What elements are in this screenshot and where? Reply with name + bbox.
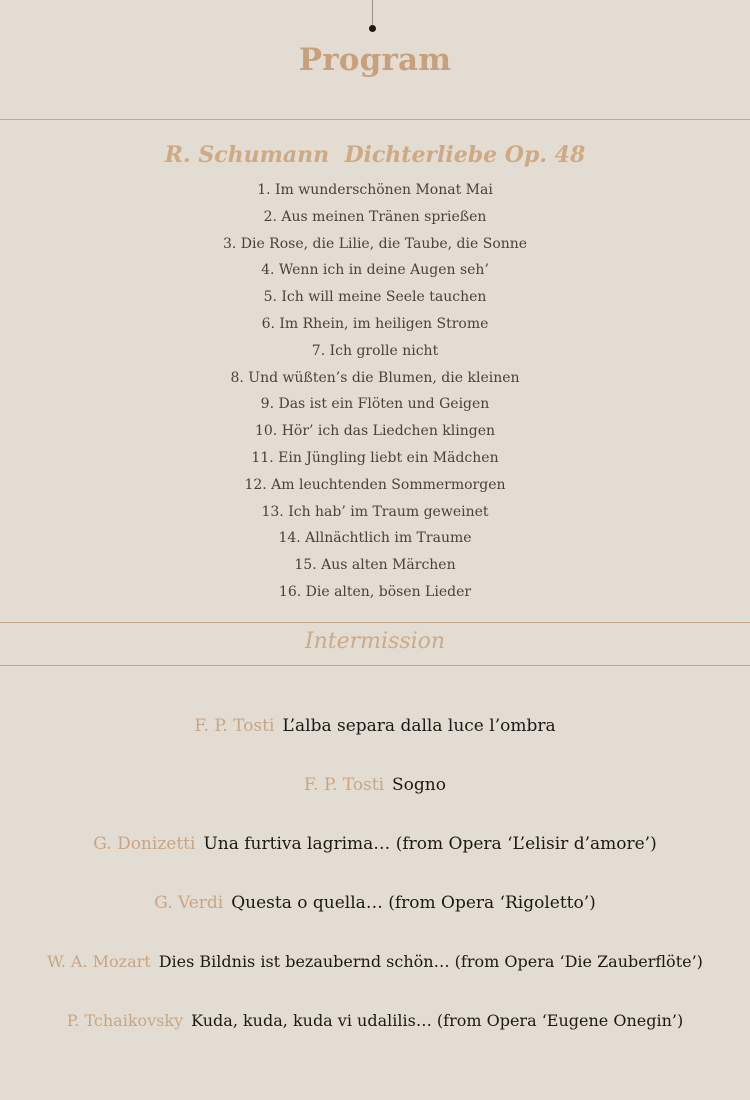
song-item: 4. Wenn ich in deine Augen seh’ bbox=[261, 262, 489, 279]
piece-work: Sogno bbox=[392, 775, 446, 795]
song-item: 11. Ein Jüngling liebt ein Mädchen bbox=[251, 449, 499, 466]
divider-intermission-bottom bbox=[0, 665, 750, 666]
song-item: 9. Das ist ein Flöten und Geigen bbox=[260, 396, 490, 413]
song-item: 5. Ich will meine Seele tauchen bbox=[263, 289, 487, 306]
piece-item bbox=[0, 888, 750, 947]
piece-work: Dies Bildnis ist bezaubernd schön… (from Opera ‘Die Zauberflöte’) bbox=[158, 952, 703, 971]
program-title: Program bbox=[298, 42, 452, 78]
piece-work: L’alba separa dalla luce l’ombra bbox=[282, 716, 556, 736]
divider-intermission-top bbox=[0, 622, 750, 623]
piece-item bbox=[0, 711, 750, 770]
piece-composer: W. A. Mozart bbox=[47, 952, 151, 971]
piece-item bbox=[0, 770, 750, 829]
song-item: 6. Im Rhein, im heiligen Strome bbox=[261, 315, 489, 332]
intermission-label: Intermission bbox=[304, 629, 446, 654]
song-item: 13. Ich hab’ im Traum geweinet bbox=[261, 503, 489, 520]
piece-composer: G. Donizetti bbox=[93, 834, 196, 854]
hanger-pin bbox=[369, 25, 376, 32]
song-item: 3. Die Rose, die Lilie, die Taube, die Sonne bbox=[222, 235, 528, 252]
piece-work: Una furtiva lagrima… (from Opera ‘L’elisir d’amore’) bbox=[203, 834, 657, 854]
song-item: 14. Allnächtlich im Traume bbox=[278, 530, 472, 547]
song-item: 10. Hör’ ich das Liedchen klingen bbox=[254, 423, 496, 440]
song-item: 15. Aus alten Märchen bbox=[294, 557, 456, 574]
schumann-heading: R. Schumann Dichterliebe Op. 48 bbox=[164, 142, 586, 168]
dichterliebe-song-list bbox=[0, 178, 750, 607]
piece-composer: F. P. Tosti bbox=[194, 716, 275, 736]
piece-composer: F. P. Tosti bbox=[304, 775, 385, 795]
piece-composer: P. Tchaikovsky bbox=[66, 1011, 184, 1030]
song-item: 12. Am leuchtenden Sommermorgen bbox=[244, 476, 506, 493]
hanger-line bbox=[372, 0, 373, 27]
divider-top bbox=[0, 119, 750, 120]
piece-work: Questa o quella… (from Opera ‘Rigoletto’) bbox=[231, 893, 596, 913]
song-item: 8. Und wüßten’s die Blumen, die kleinen bbox=[230, 369, 520, 386]
piece-work: Kuda, kuda, kuda vi udalilis… (from Opera ‘Eugene Onegin’) bbox=[191, 1011, 684, 1030]
piece-composer: G. Verdi bbox=[154, 893, 224, 913]
song-item: 1. Im wunderschönen Monat Mai bbox=[257, 182, 493, 198]
piece-item bbox=[0, 829, 750, 888]
song-item: 16. Die alten, bösen Lieder bbox=[278, 583, 472, 600]
song-item: 2. Aus meinen Tränen sprießen bbox=[263, 208, 487, 225]
piece-item bbox=[0, 947, 750, 1006]
second-half-pieces bbox=[0, 711, 750, 1065]
piece-item bbox=[0, 1006, 750, 1065]
song-item: 7. Ich grolle nicht bbox=[311, 342, 439, 359]
